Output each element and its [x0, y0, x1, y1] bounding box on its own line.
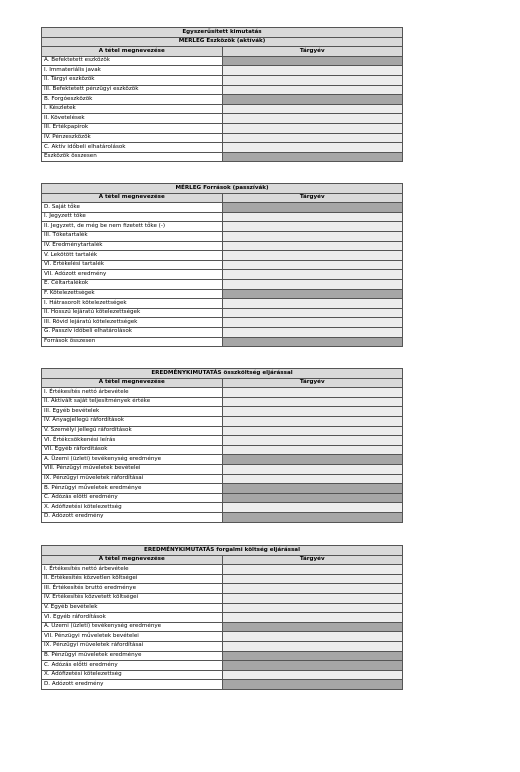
value-cell[interactable] [222, 241, 403, 251]
row-label: C. Adózás előtti eredmény [42, 493, 223, 503]
table-row [42, 455, 403, 465]
row-label: II. Tárgyi eszközök [42, 75, 223, 85]
value-cell[interactable] [222, 455, 403, 465]
table-row [42, 493, 403, 503]
value-cell[interactable] [222, 416, 403, 426]
value-cell[interactable] [222, 299, 403, 309]
column-header-value: Tárgyév [222, 555, 403, 565]
row-label: VIII. Pénzügyi műveletek bevételei [42, 464, 223, 474]
row-label: D. Adózott eredmény [42, 680, 223, 690]
table-row [42, 133, 403, 143]
value-cell[interactable] [222, 622, 403, 632]
table-row [42, 484, 403, 494]
row-label: Eszközök összesen [42, 152, 223, 162]
row-label: X. Adófizetési kötelezettség [42, 503, 223, 513]
row-label: III. Befektetett pénzügyi eszközök [42, 85, 223, 95]
table-row [42, 114, 403, 124]
table-row [42, 613, 403, 623]
assets-table [41, 27, 403, 162]
table-row [42, 308, 403, 318]
table-row [42, 651, 403, 661]
table-row [42, 574, 403, 584]
value-cell[interactable] [222, 670, 403, 680]
table-row [42, 75, 403, 85]
table-row [42, 464, 403, 474]
table-row [42, 593, 403, 603]
section-title: EREDMÉNYKIMUTATÁS összköltség eljárással [42, 369, 403, 379]
row-label: VI. Egyéb ráfordítások [42, 613, 223, 623]
value-cell[interactable] [222, 603, 403, 613]
column-header-name: A tétel megnevezése [42, 555, 223, 565]
row-label: VI. Értékcsökkenési leírás [42, 436, 223, 446]
row-label: IX. Pénzügyi műveletek ráfordításai [42, 474, 223, 484]
value-cell[interactable] [222, 212, 403, 222]
column-header-value: Tárgyév [222, 378, 403, 388]
value-cell[interactable] [222, 327, 403, 337]
column-header-name: A tétel megnevezése [42, 47, 223, 57]
value-cell[interactable] [222, 436, 403, 446]
income-statement-total-cost-table [41, 368, 403, 523]
row-label: Források összesen [42, 337, 223, 347]
row-label: V. Egyéb bevételek [42, 603, 223, 613]
value-cell[interactable] [222, 680, 403, 690]
row-label: I. Készletek [42, 104, 223, 114]
row-label: II. Hosszú lejáratú kötelezettségek [42, 308, 223, 318]
table-row [42, 445, 403, 455]
table-row [42, 512, 403, 522]
section-title: MÉRLEG Eszközök (aktívák) [42, 37, 403, 47]
table-row [42, 397, 403, 407]
table-row [42, 337, 403, 347]
table-row [42, 388, 403, 398]
table-row [42, 670, 403, 680]
table-row [42, 632, 403, 642]
value-cell[interactable] [222, 85, 403, 95]
liabilities-table [41, 183, 403, 347]
table-row [42, 299, 403, 309]
table-row [42, 231, 403, 241]
table-row [42, 279, 403, 289]
row-label: IV. Eredménytartalék [42, 241, 223, 251]
row-label: X. Adófizetési kötelezettség [42, 670, 223, 680]
row-label: A. Üzemi (üzleti) tevékenység eredménye [42, 455, 223, 465]
table-row [42, 426, 403, 436]
table-row [42, 584, 403, 594]
table-row [42, 327, 403, 337]
table-row [42, 622, 403, 632]
table-row [42, 85, 403, 95]
row-label: IV. Értékesítés közvetett költségei [42, 593, 223, 603]
row-label: III. Tőketartalék [42, 231, 223, 241]
value-cell[interactable] [222, 56, 403, 66]
value-cell[interactable] [222, 270, 403, 280]
row-label: VII. Egyéb ráfordítások [42, 445, 223, 455]
row-label: II. Követelések [42, 114, 223, 124]
value-cell[interactable] [222, 114, 403, 124]
row-label: III. Rövid lejáratú kötelezettségek [42, 318, 223, 328]
row-label: B. Pénzügyi műveletek eredménye [42, 651, 223, 661]
table-row [42, 416, 403, 426]
table-row [42, 56, 403, 66]
row-label: IV. Anyagjellegű ráfordítások [42, 416, 223, 426]
row-label: E. Céltartalékok [42, 279, 223, 289]
value-cell[interactable] [222, 337, 403, 347]
value-cell[interactable] [222, 493, 403, 503]
table-row [42, 203, 403, 213]
value-cell[interactable] [222, 133, 403, 143]
value-cell[interactable] [222, 260, 403, 270]
table-row [42, 95, 403, 105]
value-cell[interactable] [222, 445, 403, 455]
value-cell[interactable] [222, 143, 403, 153]
row-label: V. Személyi jellegű ráfordítások [42, 426, 223, 436]
value-cell[interactable] [222, 641, 403, 651]
value-cell[interactable] [222, 407, 403, 417]
table-row [42, 241, 403, 251]
value-cell[interactable] [222, 512, 403, 522]
table-row [42, 270, 403, 280]
table-row [42, 436, 403, 446]
row-label: B. Forgóeszközök [42, 95, 223, 105]
row-label: V. Lekötött tartalék [42, 251, 223, 261]
table-row [42, 641, 403, 651]
table-row [42, 289, 403, 299]
row-label: III. Értékpapírok [42, 123, 223, 133]
value-cell[interactable] [222, 397, 403, 407]
row-label: II. Aktivált saját teljesítmények értéke [42, 397, 223, 407]
value-cell[interactable] [222, 152, 403, 162]
row-label: D. Adózott eredmény [42, 512, 223, 522]
row-label: III. Egyéb bevételek [42, 407, 223, 417]
value-cell[interactable] [222, 222, 403, 232]
value-cell[interactable] [222, 426, 403, 436]
value-cell[interactable] [222, 464, 403, 474]
value-cell[interactable] [222, 289, 403, 299]
table-row [42, 152, 403, 162]
row-label: D. Saját tőke [42, 203, 223, 213]
value-cell[interactable] [222, 388, 403, 398]
table-row [42, 603, 403, 613]
row-label: I. Hátrasorolt kötelezettségek [42, 299, 223, 309]
value-cell[interactable] [222, 231, 403, 241]
table-row [42, 680, 403, 690]
value-cell[interactable] [222, 75, 403, 85]
row-label: VI. Értékelési tartalék [42, 260, 223, 270]
value-cell[interactable] [222, 613, 403, 623]
row-label: I. Immateriális javak [42, 66, 223, 76]
table-row [42, 66, 403, 76]
page-title: Egyszerűsített kimutatás [42, 28, 403, 38]
row-label: III. Értékesítés bruttó eredménye [42, 584, 223, 594]
table-row [42, 104, 403, 114]
value-cell[interactable] [222, 95, 403, 105]
row-label: I. Értékesítés nettó árbevétele [42, 565, 223, 575]
income-statement-turnover-cost-table [41, 545, 403, 690]
table-row [42, 260, 403, 270]
value-cell[interactable] [222, 279, 403, 289]
value-cell[interactable] [222, 104, 403, 114]
value-cell[interactable] [222, 66, 403, 76]
value-cell[interactable] [222, 661, 403, 671]
value-cell[interactable] [222, 565, 403, 575]
section-title: MÉRLEG Források (passzívák) [42, 184, 403, 194]
table-row [42, 661, 403, 671]
row-label: F. Kötelezettségek [42, 289, 223, 299]
value-cell[interactable] [222, 584, 403, 594]
table-row [42, 503, 403, 513]
table-row [42, 474, 403, 484]
value-cell[interactable] [222, 474, 403, 484]
row-label: I. Értékesítés nettó árbevétele [42, 388, 223, 398]
table-row [42, 212, 403, 222]
row-label: A. Üzemi (üzleti) tevékenység eredménye [42, 622, 223, 632]
table-row [42, 123, 403, 133]
row-label: IX. Pénzügyi műveletek ráfordításai [42, 641, 223, 651]
column-header-name: A tétel megnevezése [42, 378, 223, 388]
row-label: G. Passzív időbeli elhatárolások [42, 327, 223, 337]
value-cell[interactable] [222, 318, 403, 328]
column-header-value: Tárgyév [222, 47, 403, 57]
value-cell[interactable] [222, 651, 403, 661]
row-label: B. Pénzügyi műveletek eredménye [42, 484, 223, 494]
section-title: EREDMÉNYKIMUTATÁS forgalmi költség eljárással [42, 546, 403, 556]
table-row [42, 222, 403, 232]
row-label: I. Jegyzett tőke [42, 212, 223, 222]
value-cell[interactable] [222, 484, 403, 494]
value-cell[interactable] [222, 123, 403, 133]
row-label: II. Értékesítés közvetlen költségei [42, 574, 223, 584]
value-cell[interactable] [222, 503, 403, 513]
value-cell[interactable] [222, 251, 403, 261]
table-row [42, 251, 403, 261]
row-label: VII. Pénzügyi műveletek bevételei [42, 632, 223, 642]
table-row [42, 318, 403, 328]
value-cell[interactable] [222, 203, 403, 213]
table-row [42, 407, 403, 417]
row-label: C. Adózás előtti eredmény [42, 661, 223, 671]
table-row [42, 565, 403, 575]
column-header-name: A tétel megnevezése [42, 193, 223, 203]
value-cell[interactable] [222, 574, 403, 584]
value-cell[interactable] [222, 308, 403, 318]
column-header-value: Tárgyév [222, 193, 403, 203]
table-row [42, 143, 403, 153]
row-label: II. Jegyzett, de még be nem fizetett tőke (-) [42, 222, 223, 232]
value-cell[interactable] [222, 632, 403, 642]
row-label: IV. Pénzeszközök [42, 133, 223, 143]
row-label: VII. Adózott eredmény [42, 270, 223, 280]
value-cell[interactable] [222, 593, 403, 603]
row-label: A. Befektetett eszközök [42, 56, 223, 66]
row-label: C. Aktív időbeli elhatárolások [42, 143, 223, 153]
